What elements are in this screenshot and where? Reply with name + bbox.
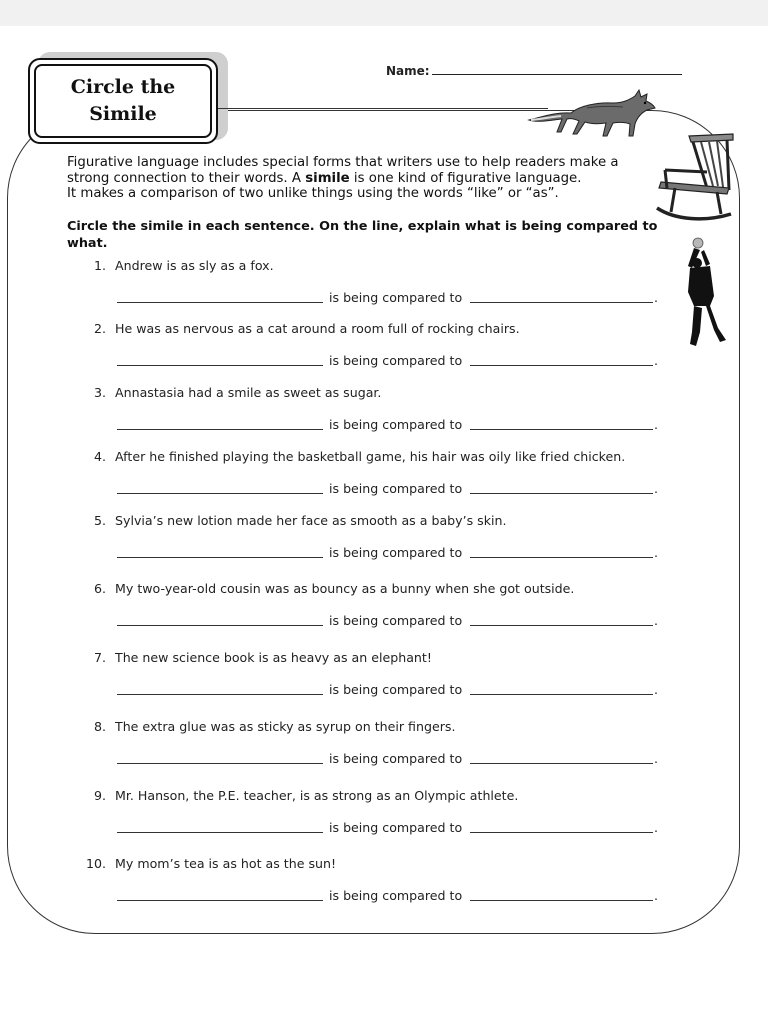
question-number: 8. — [93, 719, 106, 734]
question-sentence[interactable]: Sylvia’s new lotion made her face as smooth as a baby’s skin. — [115, 513, 507, 528]
answer-period: . — [654, 820, 659, 835]
question-sentence[interactable]: The new science book is as heavy as an elephant! — [115, 650, 432, 665]
answer-blank-right[interactable] — [470, 364, 653, 366]
question-sentence[interactable]: My mom’s tea is as hot as the sun! — [115, 856, 337, 871]
title-box — [28, 58, 218, 144]
answer-blank-right[interactable] — [470, 492, 653, 494]
answer-period: . — [654, 417, 659, 432]
compared-to-label: is being compared to — [329, 613, 463, 628]
answer-blank-right[interactable] — [470, 899, 653, 901]
intro-paragraph — [67, 155, 662, 202]
answer-blank-left[interactable] — [117, 762, 323, 764]
title-rule — [218, 108, 548, 109]
compared-to-label: is being compared to — [329, 353, 463, 368]
name-label: Name: — [386, 64, 430, 78]
question-number: 3. — [93, 385, 106, 400]
worksheet-title: Circle the Simile — [70, 76, 176, 125]
intro-text-3: It makes a comparison of two unlike things using the words “like” or “as”. — [67, 186, 559, 201]
answer-blank-left[interactable] — [117, 899, 323, 901]
compared-to-label: is being compared to — [329, 545, 463, 560]
compared-to-label: is being compared to — [329, 417, 463, 432]
question-number: 2. — [93, 321, 106, 336]
intro-text-2: is one kind of figurative language. — [349, 170, 582, 186]
compared-to-label: is being compared to — [329, 481, 463, 496]
answer-blank-right[interactable] — [470, 762, 653, 764]
answer-period: . — [654, 613, 659, 628]
answer-blank-right[interactable] — [470, 301, 653, 303]
question-sentence[interactable]: My two-year-old cousin was as bouncy as a bunny when she got outside. — [115, 581, 575, 596]
answer-period: . — [654, 481, 659, 496]
answer-blank-left[interactable] — [117, 301, 323, 303]
answer-blank-left[interactable] — [117, 364, 323, 366]
answer-period: . — [654, 888, 659, 903]
question-number: 4. — [93, 449, 106, 464]
answer-blank-right[interactable] — [470, 693, 653, 695]
compared-to-label: is being compared to — [329, 682, 463, 697]
answer-blank-right[interactable] — [470, 624, 653, 626]
basketball-player-icon — [680, 236, 730, 348]
compared-to-label: is being compared to — [329, 820, 463, 835]
answer-blank-left[interactable] — [117, 556, 323, 558]
answer-period: . — [654, 751, 659, 766]
answer-blank-left[interactable] — [117, 693, 323, 695]
answer-period: . — [654, 353, 659, 368]
name-blank-line[interactable] — [432, 62, 682, 75]
rocking-chair-icon — [655, 132, 735, 224]
top-strip — [0, 0, 768, 26]
answer-blank-left[interactable] — [117, 492, 323, 494]
name-field[interactable] — [386, 62, 682, 78]
intro-simile-term: simile — [305, 170, 350, 186]
question-sentence[interactable]: He was as nervous as a cat around a room full of rocking chairs. — [115, 321, 520, 336]
fox-icon — [527, 86, 657, 138]
answer-blank-right[interactable] — [470, 556, 653, 558]
question-sentence[interactable]: The extra glue was as sticky as syrup on their fingers. — [115, 719, 456, 734]
intro-text-1: Figurative language includes special forms that writers use to help readers make a strong connection to their words. A — [67, 155, 619, 186]
answer-blank-right[interactable] — [470, 831, 653, 833]
question-sentence[interactable]: Andrew is as sly as a fox. — [115, 258, 274, 273]
answer-blank-left[interactable] — [117, 428, 323, 430]
question-number: 1. — [93, 258, 106, 273]
directions: Circle the simile in each sentence. On the line, explain what is being compared to what. — [67, 219, 658, 251]
answer-blank-left[interactable] — [117, 624, 323, 626]
question-sentence[interactable]: Annastasia had a smile as sweet as sugar. — [115, 385, 382, 400]
answer-blank-right[interactable] — [470, 428, 653, 430]
question-number: 10. — [86, 856, 107, 871]
question-sentence[interactable]: After he finished playing the basketball game, his hair was oily like fried chicken. — [115, 449, 626, 464]
compared-to-label: is being compared to — [329, 751, 463, 766]
title-inner-border — [34, 64, 212, 138]
answer-blank-left[interactable] — [117, 831, 323, 833]
question-number: 5. — [93, 513, 106, 528]
question-sentence[interactable]: Mr. Hanson, the P.E. teacher, is as strong as an Olympic athlete. — [115, 788, 519, 803]
question-number: 9. — [93, 788, 106, 803]
answer-period: . — [654, 682, 659, 697]
question-number: 6. — [93, 581, 106, 596]
question-number: 7. — [93, 650, 106, 665]
compared-to-label: is being compared to — [329, 888, 463, 903]
answer-period: . — [654, 290, 659, 305]
compared-to-label: is being compared to — [329, 290, 463, 305]
answer-period: . — [654, 545, 659, 560]
